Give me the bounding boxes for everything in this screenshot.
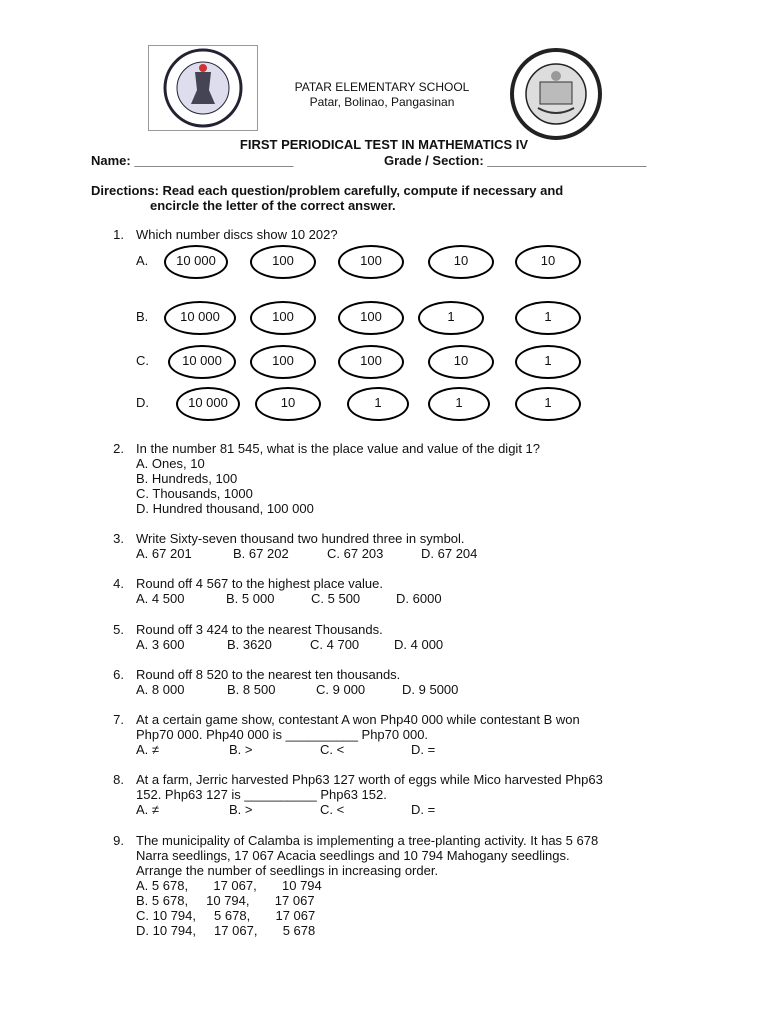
q8-option-c[interactable]: [320, 802, 344, 817]
school-address: Patar, Bolinao, Pangasinan: [309, 95, 455, 109]
option-letter: C.: [311, 591, 324, 606]
option-text: >: [244, 802, 253, 817]
q7-number: 7.: [113, 712, 124, 727]
number-disc: 10 000: [168, 345, 236, 379]
q7-option-b[interactable]: [229, 742, 253, 757]
q9-text-line-3: Arrange the number of seedlings in increasing order.: [136, 863, 439, 878]
option-text: 6000: [412, 591, 442, 606]
q6-option-c[interactable]: [316, 682, 365, 697]
number-disc: 1: [515, 301, 581, 335]
q1-text: Which number discs show 10 202?: [136, 227, 338, 242]
option-text: 3620: [242, 637, 272, 652]
option-letter: C.: [320, 802, 333, 817]
option-text: =: [427, 742, 436, 757]
option-letter: B.: [136, 471, 149, 486]
q2-text: In the number 81 545, what is the place value and value of the digit 1?: [136, 441, 540, 456]
directions-line-1: Directions: Read each question/problem carefully, compute if necessary and: [91, 183, 564, 198]
option-letter: C.: [320, 742, 333, 757]
option-letter: B.: [233, 546, 246, 561]
q4-text: Round off 4 567 to the highest place value.: [136, 576, 383, 591]
number-disc: 10 000: [176, 387, 240, 421]
number-disc: 10: [515, 245, 581, 279]
option-text: 10 794, 5 678, 17 067: [152, 908, 316, 923]
option-letter: B.: [227, 637, 240, 652]
option-text: Ones, 10: [151, 456, 205, 471]
q8-number: 8.: [113, 772, 124, 787]
option-letter: B.: [229, 802, 242, 817]
q5-option-d[interactable]: [394, 637, 443, 652]
option-letter: A.: [136, 637, 149, 652]
grade-section-field: Grade / Section: ______________________: [384, 153, 647, 168]
option-text: >: [244, 742, 253, 757]
q8-option-d[interactable]: [411, 802, 435, 817]
q1-option-b-label[interactable]: B.: [136, 309, 149, 324]
q5-option-c[interactable]: [310, 637, 359, 652]
option-letter: A.: [136, 682, 149, 697]
number-disc: 100: [338, 245, 404, 279]
q7-option-a[interactable]: [136, 742, 159, 757]
division-seal: [510, 48, 602, 140]
option-text: 4 500: [151, 591, 185, 606]
q6-option-b[interactable]: [227, 682, 275, 697]
q4-option-d[interactable]: [396, 591, 442, 606]
q9-option-c[interactable]: [136, 908, 315, 923]
q3-option-a[interactable]: [136, 546, 192, 561]
number-disc: 100: [338, 345, 404, 379]
q1-number: 1.: [113, 227, 124, 242]
q7-text-line-1: At a certain game show, contestant A won Php40 000 while contestant B won: [136, 712, 580, 727]
q3-option-c[interactable]: [327, 546, 383, 561]
q2-number: 2.: [113, 441, 124, 456]
option-letter: B.: [136, 893, 149, 908]
option-text: Thousands, 1000: [152, 486, 253, 501]
option-text: 4 000: [410, 637, 444, 652]
option-text: Hundreds, 100: [151, 471, 238, 486]
q9-number: 9.: [113, 833, 124, 848]
number-disc: 10: [428, 245, 494, 279]
option-letter: C.: [136, 486, 149, 501]
q3-option-b[interactable]: [233, 546, 289, 561]
option-text: 4 700: [326, 637, 360, 652]
number-disc: 100: [250, 345, 316, 379]
q7-option-d[interactable]: [411, 742, 435, 757]
option-letter: D.: [421, 546, 434, 561]
q4-option-b[interactable]: [226, 591, 274, 606]
option-text: 9 5000: [418, 682, 459, 697]
option-text: 8 000: [151, 682, 185, 697]
q6-option-a[interactable]: [136, 682, 184, 697]
q9-option-a[interactable]: [136, 878, 322, 893]
option-letter: A.: [136, 878, 149, 893]
q9-option-d[interactable]: [136, 923, 315, 938]
name-field: Name: ______________________: [91, 153, 294, 168]
q4-number: 4.: [113, 576, 124, 591]
option-letter: B.: [226, 591, 239, 606]
q1-option-c-label[interactable]: C.: [136, 353, 149, 368]
option-letter: C.: [136, 908, 149, 923]
q6-option-d[interactable]: [402, 682, 458, 697]
q2-option-c[interactable]: [136, 486, 253, 501]
number-disc: 10 000: [164, 245, 228, 279]
option-letter: C.: [327, 546, 340, 561]
option-letter: B.: [227, 682, 240, 697]
q2-option-a[interactable]: [136, 456, 205, 471]
option-letter: A.: [136, 456, 149, 471]
number-disc: 1: [515, 345, 581, 379]
number-disc: 1: [347, 387, 409, 421]
option-text: 5 000: [241, 591, 275, 606]
q5-text: Round off 3 424 to the nearest Thousands.: [136, 622, 383, 637]
option-letter: D.: [136, 501, 149, 516]
option-letter: A.: [136, 742, 149, 757]
q1-option-a-label[interactable]: A.: [136, 253, 149, 268]
number-disc: 10: [255, 387, 321, 421]
option-text: 3 600: [151, 637, 185, 652]
q5-option-b[interactable]: [227, 637, 272, 652]
option-text: <: [336, 802, 345, 817]
option-letter: D.: [394, 637, 407, 652]
q6-text: Round off 8 520 to the nearest ten thousands.: [136, 667, 401, 682]
q7-option-c[interactable]: [320, 742, 344, 757]
option-letter: C.: [316, 682, 329, 697]
q9-text-line-2: Narra seedlings, 17 067 Acacia seedlings and 10 794 Mahogany seedlings.: [136, 848, 570, 863]
option-text: 5 678, 17 067, 10 794: [151, 878, 322, 893]
option-letter: D.: [402, 682, 415, 697]
option-letter: D.: [411, 742, 424, 757]
option-text: <: [336, 742, 345, 757]
option-text: 67 204: [437, 546, 478, 561]
option-letter: A.: [136, 591, 149, 606]
number-disc: 10: [428, 345, 494, 379]
q4-option-c[interactable]: [311, 591, 360, 606]
q3-text: Write Sixty-seven thousand two hundred three in symbol.: [136, 531, 465, 546]
option-letter: D.: [411, 802, 424, 817]
option-text: 9 000: [332, 682, 366, 697]
option-text: 8 500: [242, 682, 276, 697]
q3-number: 3.: [113, 531, 124, 546]
school-name: PATAR ELEMENTARY SCHOOL: [294, 80, 470, 94]
option-text: 67 203: [343, 546, 384, 561]
number-disc: 100: [338, 301, 404, 335]
option-letter: C.: [310, 637, 323, 652]
number-disc: 1: [428, 387, 490, 421]
q8-option-b[interactable]: [229, 802, 253, 817]
directions-line-2: encircle the letter of the correct answer.: [150, 198, 396, 213]
option-text: ≠: [151, 802, 160, 817]
option-letter: D.: [396, 591, 409, 606]
q5-number: 5.: [113, 622, 124, 637]
q3-option-d[interactable]: [421, 546, 477, 561]
number-disc: 1: [515, 387, 581, 421]
number-disc: 10 000: [164, 301, 236, 335]
q5-option-a[interactable]: [136, 637, 184, 652]
q4-option-a[interactable]: [136, 591, 184, 606]
number-disc: 100: [250, 245, 316, 279]
number-disc: 100: [250, 301, 316, 335]
option-text: ≠: [151, 742, 160, 757]
option-text: 67 202: [248, 546, 289, 561]
deped-seal: [148, 45, 258, 131]
q2-option-d[interactable]: [136, 501, 314, 516]
test-title: FIRST PERIODICAL TEST IN MATHEMATICS IV: [239, 137, 529, 152]
option-text: 10 794, 17 067, 5 678: [152, 923, 316, 938]
option-letter: B.: [229, 742, 242, 757]
option-text: 5 500: [327, 591, 361, 606]
option-letter: A.: [136, 802, 149, 817]
option-text: 67 201: [151, 546, 192, 561]
number-disc: 1: [418, 301, 484, 335]
q9-option-b[interactable]: [136, 893, 315, 908]
q6-number: 6.: [113, 667, 124, 682]
option-text: 5 678, 10 794, 17 067: [151, 893, 315, 908]
option-text: Hundred thousand, 100 000: [152, 501, 314, 516]
q8-option-a[interactable]: [136, 802, 159, 817]
option-letter: A.: [136, 546, 149, 561]
q8-text-line-1: At a farm, Jerric harvested Php63 127 worth of eggs while Mico harvested Php63: [136, 772, 603, 787]
q7-text-line-2: Php70 000. Php40 000 is __________ Php70 000.: [136, 727, 429, 742]
option-text: =: [427, 802, 436, 817]
q9-text-line-1: The municipality of Calamba is implementing a tree-planting activity. It has 5 678: [136, 833, 599, 848]
option-letter: D.: [136, 923, 149, 938]
q2-option-b[interactable]: [136, 471, 237, 486]
q8-text-line-2: 152. Php63 127 is __________ Php63 152.: [136, 787, 387, 802]
q1-option-d-label[interactable]: D.: [136, 395, 149, 410]
